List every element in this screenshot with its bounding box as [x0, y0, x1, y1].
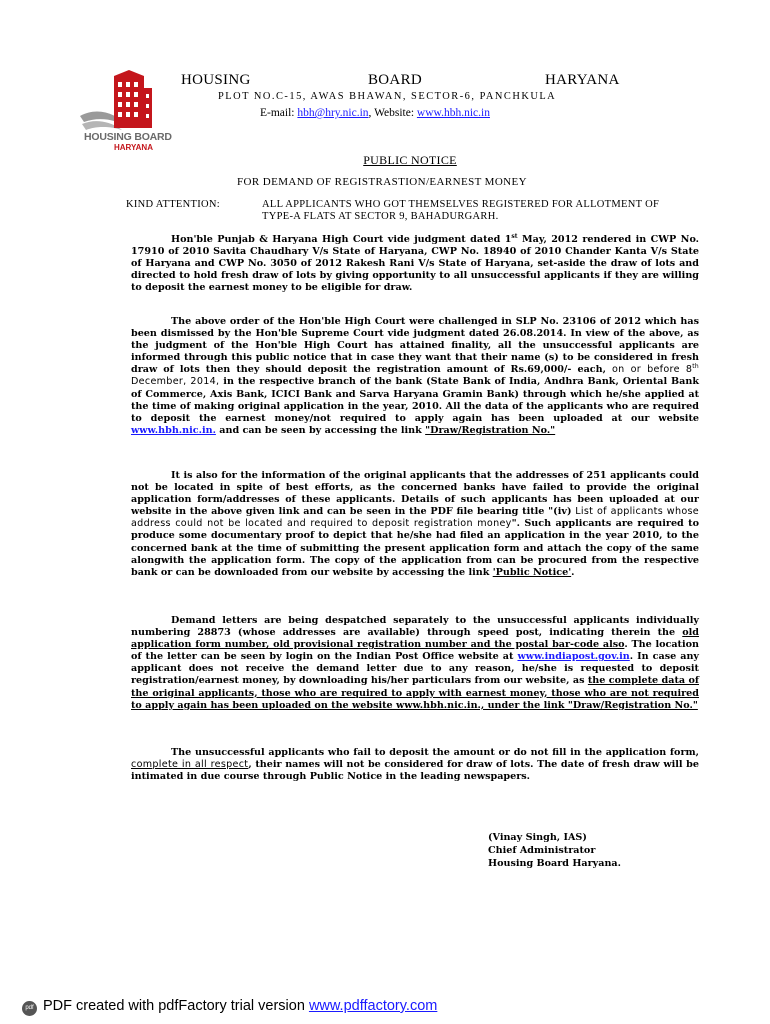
header-word-haryana: HARYANA — [545, 72, 620, 88]
paragraph-2: The above order of the Hon'ble High Court were challenged in SLP No. 23106 of 2012 which has been dismissed by the Hon'ble Supreme Court vide judgment dated 26.08.2014. In view of the above, as the judgment of the Hon'ble High Court has attained finality, all the unsuccessful applicants are informed through this public notice that in case they want that their name (s) to be considered in fresh draw of lots then they should deposit the registration amount of Rs.69,000/- each, on or before 8th December, 2014, in the respective branch of the bank (State Bank of India, Andhra Bank, Oriental Bank of Commerce, Axis Bank, ICICI Bank and Sarva Haryana Gramin Bank) through which he/she applied at the time of making original application in the year, 2010. All the data of the applicants who are required to deposit the earnest money/not required to apply again has been uploaded at our website www.hbh.nic.in. and can be seen by accessing the link "Draw/Registration No." — [131, 316, 699, 436]
signatory-name: (Vinay Singh, IAS) — [488, 832, 587, 843]
pdf-badge-icon: pdf — [22, 1001, 37, 1016]
paragraph-4: Demand letters are being despatched separately to the unsuccessful applicants individually numbering 28873 (whose addresses are available) through speed post, indicating therein the old application form number, old provisional registration number and the postal bar-code also. The location of the letter can be seen by login on the Indian Post Office website at www.indiapost.gov.in. In case any applicant does not receive the demand letter due to any reason, he/she is requested to deposit registration/earnest money, by downloading his/her particulars from our website, as the complete data of the original applicants, those who are required to apply with earnest money, those who are not required to apply again has been uploaded on the website www.hbh.nic.in., under the link "Draw/Registration No." — [131, 615, 700, 711]
draw-registration-link[interactable]: "Draw/Registration No." — [425, 424, 556, 436]
signature-block — [488, 831, 621, 870]
website-label: , Website: — [368, 107, 417, 119]
signatory-org: Housing Board Haryana. — [488, 858, 621, 869]
notice-subtitle: FOR DEMAND OF REGISTRASTION/EARNEST MONEY — [237, 176, 527, 188]
footer-text: PDF created with pdfFactory trial version — [43, 998, 309, 1014]
pdf-footer — [22, 998, 437, 1016]
email-label: E-mail: — [260, 107, 298, 119]
email-link[interactable]: hbh@hry.nic.in — [297, 107, 369, 119]
paragraph-1: Hon'ble Punjab & Haryana High Court vide judgment dated 1st May, 2012 rendered in CWP No. 17910 of 2010 Savita Chaudhary V/s State of Haryana, CWP No. 18940 of 2010 Chander Kanta V/s State of Haryana and CWP No. 3050 of 2012 Rakesh Rani V/s State of Haryana, set-aside the draw of lots and directed to hold fresh draw of lots by giving opportunity to all unsuccessful applicants if they are willing to deposit the earnest money to be eligible for draw. — [131, 232, 700, 294]
logo-text-housing-board: HOUSING BOARD — [84, 131, 172, 143]
kind-attention-label: KIND ATTENTION: — [126, 199, 221, 210]
notice-title: PUBLIC NOTICE — [363, 153, 457, 167]
indiapost-link[interactable]: www.indiapost.gov.in — [517, 651, 630, 663]
logo-text-haryana: HARYANA — [114, 143, 153, 152]
header-word-housing: HOUSING — [181, 72, 251, 88]
header-word-board: BOARD — [368, 72, 423, 88]
signatory-designation: Chief Administrator — [488, 845, 596, 856]
hbh-website-link[interactable]: www.hbh.nic.in. — [131, 424, 216, 436]
pdffactory-link[interactable]: www.pdffactory.com — [308, 998, 438, 1014]
public-notice-link[interactable]: 'Public Notice' — [492, 566, 572, 578]
website-link[interactable]: www.hbh.nic.in — [416, 107, 490, 119]
paragraph-5: The unsuccessful applicants who fail to deposit the amount or do not fill in the application form, complete in all respect, their names will not be considered for draw of lots. The date of fresh draw will be intimated in due course through Public Notice in the leading newspapers. — [131, 747, 699, 783]
kind-attention-text: ALL APPLICANTS WHO GOT THEMSELVES REGISTERED FOR ALLOTMENT OF TYPE-A FLATS AT SECTOR 9, BAHADURGARH. — [262, 199, 660, 222]
paragraph-3: It is also for the information of the original applicants that the addresses of 251 applicants could not be located in spite of best efforts, as the concerned banks have failed to provide the original application form/addresses of these applicants. Details of such applicants has been uploaded at our website in the above given link and can be seen in the PDF file bearing title "(iv) List of applicants whose address could not be located and required to deposit registration money". Such applicants are required to produce some documentary proof to depict that he/she had filed an application in the year 2010, to the concerned bank at the time of submitting the present application form and attach the copy of the same alongwith the application form. The copy of the application from can be procured from the respective bank or can be downloaded from our website by accessing the link 'Public Notice'. — [131, 470, 699, 578]
header-contact — [260, 107, 490, 119]
header-address: PLOT NO.C-15, AWAS BHAWAN, SECTOR-6, PANCHKULA — [218, 91, 557, 102]
